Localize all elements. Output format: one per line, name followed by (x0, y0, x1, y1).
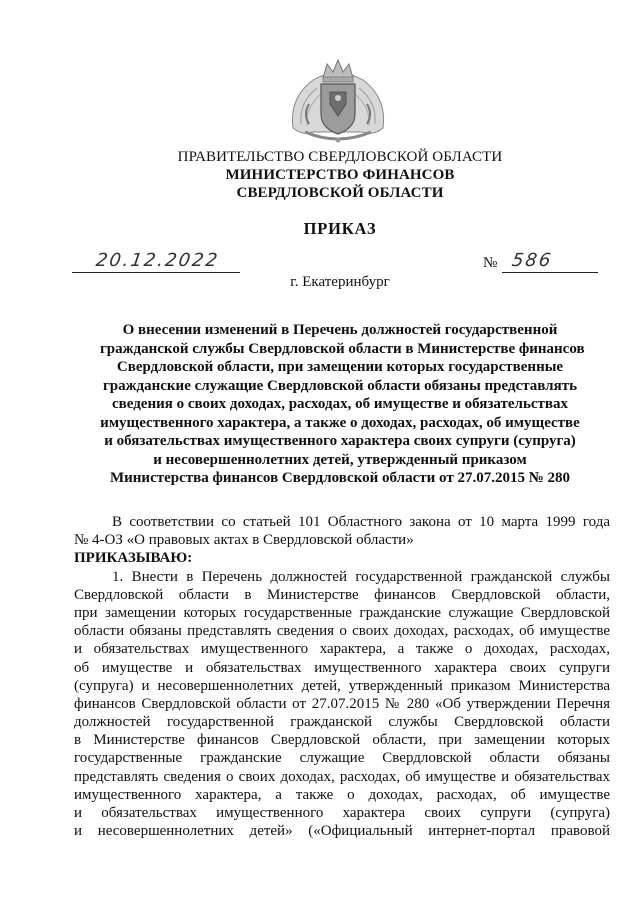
order-number-field (502, 250, 598, 273)
government-title: ПРАВИТЕЛЬСТВО СВЕРДЛОВСКОЙ ОБЛАСТИ (177, 149, 503, 165)
subject-line: Свердловской области, при замещении которых государственные (116, 359, 564, 375)
body-line: в Министерстве финансов Свердловской области, при замещении которых (74, 732, 610, 749)
order-number: 586 (510, 250, 554, 271)
city-name: г. Екатеринбург (290, 274, 390, 290)
body-line: Свердловской области в Министерстве финансов Свердловской области, (74, 586, 610, 603)
body-line: государственные гражданские служащие Свердловской области обязаны (74, 750, 610, 767)
body-line: (супруга) и несовершеннолетних детей, утвержденный приказом Министерства (74, 677, 610, 694)
order-date: 20.12.2022 (94, 250, 221, 271)
body-line: должностей государственной гражданской службы Свердловской области (74, 714, 610, 731)
body-line: 1. Внести в Перечень должностей государственной гражданской службы (112, 568, 610, 585)
subject-line: сведения о своих доходах, расходах, об имуществе и обязательствах (111, 396, 569, 412)
subject-line: и обязательствах имущественного характера своих супруги (супруга) (104, 433, 576, 449)
body-line: об имуществе и обязательствах имущественного характера своих супруги (74, 659, 610, 676)
body-line: при замещении которых государственные гражданские служащие Свердловской (74, 604, 610, 621)
body-line: В соответствии со статьей 101 Областного закона от 10 марта 1999 года (112, 514, 610, 530)
order-directive: ПРИКАЗЫВАЮ: (74, 550, 193, 567)
order-title: ПРИКАЗ (303, 219, 377, 238)
order-date-field (72, 250, 240, 273)
subject-line: и несовершеннолетних детей, утвержденный приказом (153, 451, 527, 468)
coat-of-arms-icon (283, 58, 393, 148)
ministry-title-line2: СВЕРДЛОВСКОЙ ОБЛАСТИ (236, 185, 444, 201)
body-line: № 4-ОЗ «О правовых актах в Свердловской области» (74, 532, 414, 549)
ministry-title-line1: МИНИСТЕРСТВО ФИНАНСОВ (225, 167, 455, 183)
subject-line: О внесении изменений в Перечень должностей государственной (122, 322, 558, 338)
order-body (74, 513, 610, 840)
subject-line: гражданские служащие Свердловской области обязаны представлять (102, 377, 578, 394)
body-line: представлять сведения о своих доходах, расходах, об имуществе и обязательствах (74, 768, 610, 785)
body-line: и несовершеннолетних детей» («Официальный интернет-портал правовой (74, 823, 610, 840)
subject-line: имущественного характера, а также о доходах, расходах, об имуществе (100, 414, 580, 431)
body-line: области обязаны представлять сведения о своих доходах, расходах, об имуществе (74, 623, 610, 640)
body-line: и обязательствах имущественного характера, а также о доходах, расходах, (74, 641, 610, 658)
body-line: и обязательствах имущественного характера своих супруги (супруга) (74, 805, 610, 821)
subject-line: Министерства финансов Свердловской области от 27.07.2015 № 280 (109, 470, 571, 486)
order-number-label: № (483, 255, 498, 271)
subject-line: гражданской службы Свердловской области в Министерстве финансов (100, 340, 585, 357)
body-line: финансов Свердловской области от 27.07.2015 № 280 «Об утверждении Перечня (74, 695, 610, 712)
order-subject (100, 321, 585, 488)
body-line: имущественного характера, а также о доходах, расходах, об имуществе (74, 786, 610, 803)
